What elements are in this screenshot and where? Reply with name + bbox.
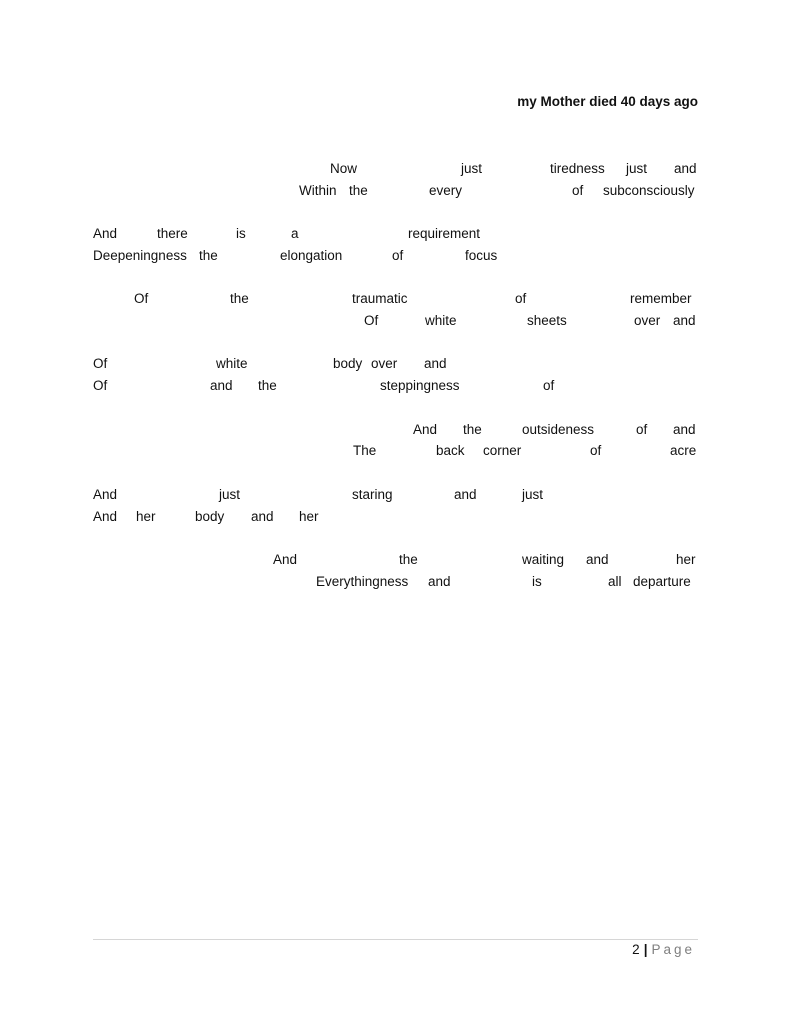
poem-word: is — [532, 574, 542, 589]
poem-word: body — [333, 356, 363, 371]
poem-word: subconsciously — [603, 183, 695, 198]
poem-word: white — [425, 313, 457, 328]
poem-word: And — [93, 487, 118, 502]
poem-word: and — [251, 509, 274, 524]
poem-word: of — [543, 378, 555, 393]
page-footer — [632, 942, 695, 957]
poem-word: there — [157, 226, 188, 241]
poem-word: Of — [364, 313, 379, 328]
poem-word: requirement — [408, 226, 481, 241]
poem-word: all — [608, 574, 622, 589]
poem-word: And — [93, 226, 118, 241]
poem-word: And — [93, 509, 118, 524]
poem-word: her — [136, 509, 156, 524]
poem-word: the — [230, 291, 249, 306]
poem-word: steppingness — [380, 378, 460, 393]
poem-word: Of — [93, 356, 108, 371]
poem-word: traumatic — [352, 291, 408, 306]
poem-word: corner — [483, 443, 522, 458]
poem-word: over — [634, 313, 661, 328]
poem-word: her — [299, 509, 319, 524]
poem-word: the — [463, 422, 482, 437]
footer-separator: | — [643, 942, 648, 957]
poem-word: is — [236, 226, 246, 241]
poem-word: just — [461, 161, 483, 176]
poem-word: of — [392, 248, 404, 263]
poem-word: just — [219, 487, 241, 502]
poem-word: and — [586, 552, 609, 567]
poem-word: of — [515, 291, 527, 306]
poem-word: and — [673, 313, 696, 328]
poem-word: the — [258, 378, 277, 393]
poem-word: of — [636, 422, 648, 437]
footer-divider — [93, 939, 698, 940]
poem-word: The — [353, 443, 377, 458]
poem-word: body — [195, 509, 225, 524]
poem-word: and — [674, 161, 697, 176]
poem-word: the — [199, 248, 218, 263]
poem-word: and — [210, 378, 233, 393]
page-label: Page — [651, 942, 695, 957]
poem-word: just — [522, 487, 544, 502]
poem-word: white — [216, 356, 248, 371]
poem-word: And — [413, 422, 438, 437]
poem-word: And — [273, 552, 298, 567]
poem-word: remember — [630, 291, 692, 306]
poem-word: elongation — [280, 248, 343, 263]
poem-word: every — [429, 183, 463, 198]
poem-word: and — [673, 422, 696, 437]
poem-word: over — [371, 356, 398, 371]
poem-word: Of — [93, 378, 108, 393]
poem-word: of — [572, 183, 584, 198]
poem-word: of — [590, 443, 602, 458]
page-number: 2 — [632, 942, 640, 957]
poem-word: Of — [134, 291, 149, 306]
poem-word: the — [349, 183, 368, 198]
poem-word: Now — [330, 161, 358, 176]
poem-word: focus — [465, 248, 498, 263]
poem-word: Everythingness — [316, 574, 409, 589]
poem-word: and — [454, 487, 477, 502]
poem-word: tiredness — [550, 161, 605, 176]
poem-word: departure — [633, 574, 691, 589]
poem-word: acre — [670, 443, 697, 458]
poem-word: and — [428, 574, 451, 589]
poem-word: a — [291, 226, 299, 241]
poem-word: and — [424, 356, 447, 371]
poem-word: Deepeningness — [93, 248, 187, 263]
poem-word: staring — [352, 487, 393, 502]
poem-word: just — [626, 161, 648, 176]
poem-word: back — [436, 443, 465, 458]
poem-word: the — [399, 552, 418, 567]
poem-word: her — [676, 552, 696, 567]
poem-word: Within — [299, 183, 337, 198]
page-title: my Mother died 40 days ago — [517, 94, 698, 109]
poem-word: outsideness — [522, 422, 595, 437]
poem-word: waiting — [522, 552, 565, 567]
poem-word: sheets — [527, 313, 567, 328]
